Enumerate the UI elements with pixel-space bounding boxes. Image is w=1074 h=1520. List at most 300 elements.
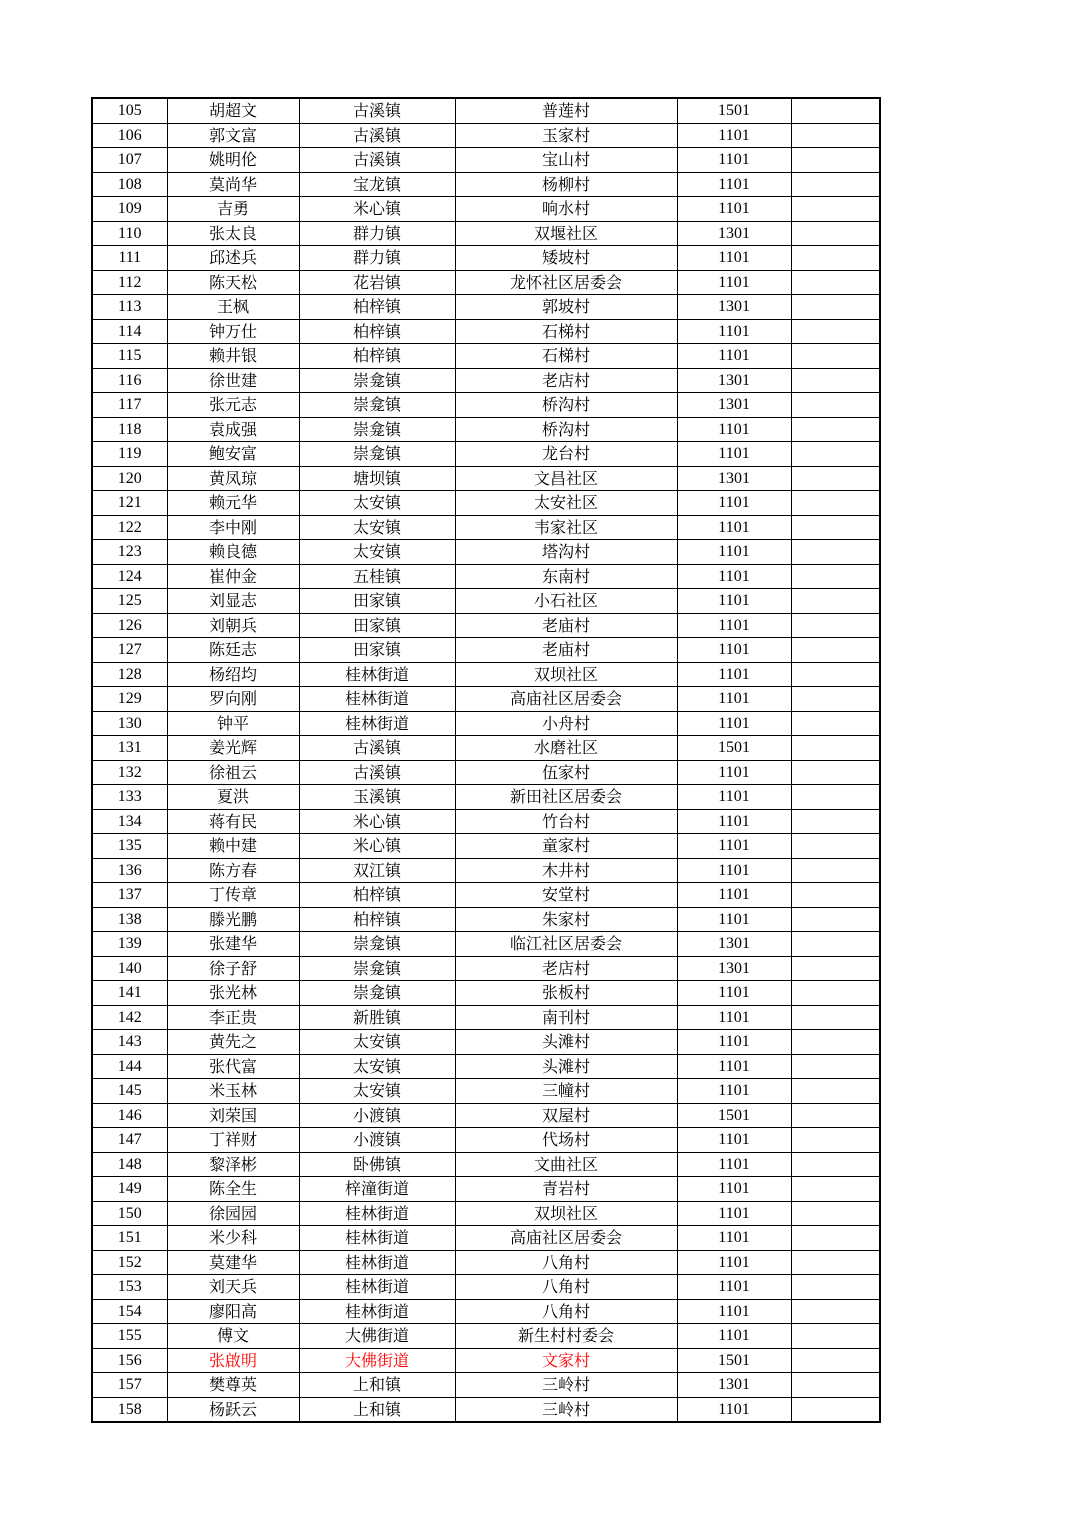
code-cell: 1301 [677, 221, 791, 246]
code-cell: 1501 [677, 1348, 791, 1373]
code-cell: 1101 [677, 1030, 791, 1055]
data-table [91, 97, 881, 1423]
village-cell: 东南村 [455, 564, 677, 589]
row-number-cell: 128 [92, 662, 167, 687]
code-cell: 1101 [677, 907, 791, 932]
empty-cell [791, 148, 880, 173]
empty-cell [791, 981, 880, 1006]
town-cell: 桂林街道 [299, 1250, 455, 1275]
code-cell: 1101 [677, 981, 791, 1006]
table-row [92, 834, 880, 859]
name-cell: 李中刚 [167, 515, 299, 540]
name-cell: 黄先之 [167, 1030, 299, 1055]
empty-cell [791, 417, 880, 442]
name-cell: 李正贵 [167, 1005, 299, 1030]
village-cell: 童家村 [455, 834, 677, 859]
empty-cell [791, 270, 880, 295]
town-cell: 古溪镇 [299, 736, 455, 761]
town-cell: 塘坝镇 [299, 466, 455, 491]
code-cell: 1301 [677, 932, 791, 957]
village-cell: 头滩村 [455, 1054, 677, 1079]
code-cell: 1101 [677, 662, 791, 687]
empty-cell [791, 98, 880, 123]
village-cell: 伍家村 [455, 760, 677, 785]
table-row [92, 1177, 880, 1202]
code-cell: 1101 [677, 515, 791, 540]
town-cell: 小渡镇 [299, 1103, 455, 1128]
code-cell: 1101 [677, 1128, 791, 1153]
empty-cell [791, 1275, 880, 1300]
row-number-cell: 122 [92, 515, 167, 540]
village-cell: 新生村村委会 [455, 1324, 677, 1349]
town-cell: 古溪镇 [299, 123, 455, 148]
row-number-cell: 134 [92, 809, 167, 834]
village-cell: 文家村 [455, 1348, 677, 1373]
table-row [92, 540, 880, 565]
empty-cell [791, 1324, 880, 1349]
table-row [92, 172, 880, 197]
town-cell: 太安镇 [299, 515, 455, 540]
row-number-cell: 133 [92, 785, 167, 810]
village-cell: 文昌社区 [455, 466, 677, 491]
table-row [92, 148, 880, 173]
empty-cell [791, 1005, 880, 1030]
empty-cell [791, 172, 880, 197]
village-cell: 石梯村 [455, 319, 677, 344]
code-cell: 1101 [677, 1054, 791, 1079]
table-row [92, 270, 880, 295]
code-cell: 1101 [677, 270, 791, 295]
town-cell: 崇龛镇 [299, 956, 455, 981]
town-cell: 新胜镇 [299, 1005, 455, 1030]
code-cell: 1101 [677, 123, 791, 148]
town-cell: 桂林街道 [299, 711, 455, 736]
village-cell: 宝山村 [455, 148, 677, 173]
name-cell: 徐世建 [167, 368, 299, 393]
town-cell: 米心镇 [299, 197, 455, 222]
town-cell: 柏梓镇 [299, 344, 455, 369]
village-cell: 老店村 [455, 956, 677, 981]
town-cell: 崇龛镇 [299, 393, 455, 418]
code-cell: 1101 [677, 711, 791, 736]
empty-cell [791, 319, 880, 344]
code-cell: 1101 [677, 540, 791, 565]
row-number-cell: 154 [92, 1299, 167, 1324]
name-cell: 张啟明 [167, 1348, 299, 1373]
table-row [92, 1152, 880, 1177]
code-cell: 1101 [677, 1324, 791, 1349]
table-row [92, 123, 880, 148]
village-cell: 木井村 [455, 858, 677, 883]
table-row [92, 1226, 880, 1251]
town-cell: 桂林街道 [299, 662, 455, 687]
empty-cell [791, 834, 880, 859]
town-cell: 米心镇 [299, 834, 455, 859]
table-row [92, 491, 880, 516]
empty-cell [791, 809, 880, 834]
empty-cell [791, 1079, 880, 1104]
name-cell: 张建华 [167, 932, 299, 957]
code-cell: 1101 [677, 319, 791, 344]
table-row [92, 785, 880, 810]
empty-cell [791, 221, 880, 246]
empty-cell [791, 442, 880, 467]
table-row [92, 1250, 880, 1275]
code-cell: 1101 [677, 1201, 791, 1226]
row-number-cell: 118 [92, 417, 167, 442]
name-cell: 刘显志 [167, 589, 299, 614]
table-row [92, 638, 880, 663]
village-cell: 玉家村 [455, 123, 677, 148]
row-number-cell: 147 [92, 1128, 167, 1153]
name-cell: 徐祖云 [167, 760, 299, 785]
row-number-cell: 111 [92, 246, 167, 271]
name-cell: 滕光鹏 [167, 907, 299, 932]
town-cell: 玉溪镇 [299, 785, 455, 810]
town-cell: 太安镇 [299, 491, 455, 516]
row-number-cell: 124 [92, 564, 167, 589]
code-cell: 1101 [677, 564, 791, 589]
village-cell: 安堂村 [455, 883, 677, 908]
village-cell: 老庙村 [455, 613, 677, 638]
town-cell: 桂林街道 [299, 687, 455, 712]
town-cell: 米心镇 [299, 809, 455, 834]
table-body [92, 98, 880, 1422]
empty-cell [791, 344, 880, 369]
row-number-cell: 152 [92, 1250, 167, 1275]
code-cell: 1101 [677, 246, 791, 271]
empty-cell [791, 1397, 880, 1422]
code-cell: 1101 [677, 687, 791, 712]
table-row [92, 809, 880, 834]
name-cell: 张太良 [167, 221, 299, 246]
village-cell: 南刊村 [455, 1005, 677, 1030]
code-cell: 1501 [677, 98, 791, 123]
name-cell: 邱述兵 [167, 246, 299, 271]
town-cell: 崇龛镇 [299, 932, 455, 957]
row-number-cell: 114 [92, 319, 167, 344]
code-cell: 1101 [677, 344, 791, 369]
name-cell: 莫尚华 [167, 172, 299, 197]
name-cell: 蒋有民 [167, 809, 299, 834]
table-row [92, 295, 880, 320]
row-number-cell: 110 [92, 221, 167, 246]
village-cell: 八角村 [455, 1250, 677, 1275]
name-cell: 黄凤琼 [167, 466, 299, 491]
village-cell: 三岭村 [455, 1397, 677, 1422]
village-cell: 杨柳村 [455, 172, 677, 197]
village-cell: 三幢村 [455, 1079, 677, 1104]
village-cell: 新田社区居委会 [455, 785, 677, 810]
name-cell: 丁祥财 [167, 1128, 299, 1153]
code-cell: 1101 [677, 1275, 791, 1300]
table-row [92, 1201, 880, 1226]
name-cell: 陈方春 [167, 858, 299, 883]
row-number-cell: 136 [92, 858, 167, 883]
row-number-cell: 105 [92, 98, 167, 123]
town-cell: 太安镇 [299, 1030, 455, 1055]
table-row [92, 687, 880, 712]
name-cell: 樊尊英 [167, 1373, 299, 1398]
empty-cell [791, 197, 880, 222]
village-cell: 双坝社区 [455, 662, 677, 687]
empty-cell [791, 711, 880, 736]
row-number-cell: 144 [92, 1054, 167, 1079]
name-cell: 姜光辉 [167, 736, 299, 761]
table-row [92, 1397, 880, 1422]
name-cell: 廖阳高 [167, 1299, 299, 1324]
row-number-cell: 117 [92, 393, 167, 418]
table-row [92, 197, 880, 222]
town-cell: 崇龛镇 [299, 442, 455, 467]
row-number-cell: 153 [92, 1275, 167, 1300]
village-cell: 文曲社区 [455, 1152, 677, 1177]
town-cell: 小渡镇 [299, 1128, 455, 1153]
town-cell: 桂林街道 [299, 1299, 455, 1324]
name-cell: 袁成强 [167, 417, 299, 442]
town-cell: 崇龛镇 [299, 981, 455, 1006]
name-cell: 张元志 [167, 393, 299, 418]
empty-cell [791, 907, 880, 932]
name-cell: 罗向刚 [167, 687, 299, 712]
row-number-cell: 130 [92, 711, 167, 736]
row-number-cell: 113 [92, 295, 167, 320]
empty-cell [791, 589, 880, 614]
row-number-cell: 107 [92, 148, 167, 173]
name-cell: 刘天兵 [167, 1275, 299, 1300]
table-row [92, 246, 880, 271]
town-cell: 柏梓镇 [299, 295, 455, 320]
name-cell: 赖中建 [167, 834, 299, 859]
row-number-cell: 145 [92, 1079, 167, 1104]
town-cell: 卧佛镇 [299, 1152, 455, 1177]
village-cell: 代场村 [455, 1128, 677, 1153]
town-cell: 群力镇 [299, 246, 455, 271]
empty-cell [791, 466, 880, 491]
code-cell: 1101 [677, 1226, 791, 1251]
village-cell: 青岩村 [455, 1177, 677, 1202]
town-cell: 太安镇 [299, 540, 455, 565]
row-number-cell: 137 [92, 883, 167, 908]
table-row [92, 368, 880, 393]
name-cell: 吉勇 [167, 197, 299, 222]
village-cell: 小石社区 [455, 589, 677, 614]
village-cell: 高庙社区居委会 [455, 687, 677, 712]
row-number-cell: 129 [92, 687, 167, 712]
town-cell: 大佛街道 [299, 1324, 455, 1349]
code-cell: 1101 [677, 1250, 791, 1275]
town-cell: 桂林街道 [299, 1201, 455, 1226]
empty-cell [791, 393, 880, 418]
table-row [92, 417, 880, 442]
row-number-cell: 123 [92, 540, 167, 565]
village-cell: 高庙社区居委会 [455, 1226, 677, 1251]
code-cell: 1101 [677, 148, 791, 173]
code-cell: 1301 [677, 295, 791, 320]
town-cell: 梓潼街道 [299, 1177, 455, 1202]
town-cell: 桂林街道 [299, 1226, 455, 1251]
table-row [92, 589, 880, 614]
empty-cell [791, 883, 880, 908]
name-cell: 钟平 [167, 711, 299, 736]
code-cell: 1301 [677, 466, 791, 491]
name-cell: 郭文富 [167, 123, 299, 148]
code-cell: 1101 [677, 1177, 791, 1202]
table-row [92, 1275, 880, 1300]
code-cell: 1301 [677, 1373, 791, 1398]
row-number-cell: 115 [92, 344, 167, 369]
row-number-cell: 148 [92, 1152, 167, 1177]
town-cell: 宝龙镇 [299, 172, 455, 197]
name-cell: 赖井银 [167, 344, 299, 369]
code-cell: 1101 [677, 858, 791, 883]
row-number-cell: 141 [92, 981, 167, 1006]
code-cell: 1101 [677, 613, 791, 638]
village-cell: 张板村 [455, 981, 677, 1006]
name-cell: 钟万仕 [167, 319, 299, 344]
empty-cell [791, 123, 880, 148]
empty-cell [791, 1250, 880, 1275]
village-cell: 普莲村 [455, 98, 677, 123]
empty-cell [791, 368, 880, 393]
row-number-cell: 146 [92, 1103, 167, 1128]
table-row [92, 1005, 880, 1030]
village-cell: 八角村 [455, 1299, 677, 1324]
town-cell: 上和镇 [299, 1397, 455, 1422]
village-cell: 桥沟村 [455, 417, 677, 442]
row-number-cell: 125 [92, 589, 167, 614]
empty-cell [791, 1128, 880, 1153]
empty-cell [791, 1373, 880, 1398]
town-cell: 崇龛镇 [299, 368, 455, 393]
village-cell: 矮坡村 [455, 246, 677, 271]
row-number-cell: 121 [92, 491, 167, 516]
empty-cell [791, 956, 880, 981]
town-cell: 崇龛镇 [299, 417, 455, 442]
code-cell: 1301 [677, 368, 791, 393]
village-cell: 八角村 [455, 1275, 677, 1300]
table-row [92, 515, 880, 540]
code-cell: 1101 [677, 491, 791, 516]
empty-cell [791, 515, 880, 540]
name-cell: 刘荣国 [167, 1103, 299, 1128]
town-cell: 田家镇 [299, 613, 455, 638]
town-cell: 五桂镇 [299, 564, 455, 589]
table-row [92, 98, 880, 123]
empty-cell [791, 1030, 880, 1055]
village-cell: 老庙村 [455, 638, 677, 663]
village-cell: 三岭村 [455, 1373, 677, 1398]
name-cell: 刘朝兵 [167, 613, 299, 638]
town-cell: 田家镇 [299, 589, 455, 614]
village-cell: 塔沟村 [455, 540, 677, 565]
code-cell: 1101 [677, 1299, 791, 1324]
village-cell: 响水村 [455, 197, 677, 222]
empty-cell [791, 1348, 880, 1373]
table-row [92, 760, 880, 785]
village-cell: 桥沟村 [455, 393, 677, 418]
row-number-cell: 140 [92, 956, 167, 981]
code-cell: 1101 [677, 1079, 791, 1104]
code-cell: 1101 [677, 172, 791, 197]
town-cell: 桂林街道 [299, 1275, 455, 1300]
town-cell: 古溪镇 [299, 98, 455, 123]
empty-cell [791, 540, 880, 565]
empty-cell [791, 785, 880, 810]
row-number-cell: 119 [92, 442, 167, 467]
town-cell: 柏梓镇 [299, 883, 455, 908]
row-number-cell: 156 [92, 1348, 167, 1373]
name-cell: 王枫 [167, 295, 299, 320]
empty-cell [791, 638, 880, 663]
town-cell: 古溪镇 [299, 148, 455, 173]
village-cell: 朱家村 [455, 907, 677, 932]
town-cell: 柏梓镇 [299, 319, 455, 344]
name-cell: 陈天松 [167, 270, 299, 295]
table-row [92, 1128, 880, 1153]
empty-cell [791, 760, 880, 785]
table-row [92, 932, 880, 957]
table-row [92, 883, 880, 908]
table-row [92, 613, 880, 638]
name-cell: 杨绍均 [167, 662, 299, 687]
code-cell: 1101 [677, 883, 791, 908]
table-row [92, 564, 880, 589]
code-cell: 1101 [677, 197, 791, 222]
table-row [92, 858, 880, 883]
empty-cell [791, 1054, 880, 1079]
name-cell: 莫建华 [167, 1250, 299, 1275]
code-cell: 1301 [677, 956, 791, 981]
name-cell: 鲍安富 [167, 442, 299, 467]
town-cell: 花岩镇 [299, 270, 455, 295]
table-row [92, 1348, 880, 1373]
row-number-cell: 106 [92, 123, 167, 148]
table-row [92, 1373, 880, 1398]
table-row [92, 319, 880, 344]
row-number-cell: 120 [92, 466, 167, 491]
town-cell: 双江镇 [299, 858, 455, 883]
table-row [92, 1079, 880, 1104]
row-number-cell: 150 [92, 1201, 167, 1226]
row-number-cell: 149 [92, 1177, 167, 1202]
row-number-cell: 135 [92, 834, 167, 859]
name-cell: 崔仲金 [167, 564, 299, 589]
code-cell: 1101 [677, 589, 791, 614]
code-cell: 1101 [677, 638, 791, 663]
name-cell: 张代富 [167, 1054, 299, 1079]
village-cell: 韦家社区 [455, 515, 677, 540]
name-cell: 胡超文 [167, 98, 299, 123]
empty-cell [791, 1152, 880, 1177]
name-cell: 陈全生 [167, 1177, 299, 1202]
town-cell: 田家镇 [299, 638, 455, 663]
row-number-cell: 127 [92, 638, 167, 663]
row-number-cell: 112 [92, 270, 167, 295]
table-row [92, 981, 880, 1006]
empty-cell [791, 1103, 880, 1128]
code-cell: 1101 [677, 760, 791, 785]
code-cell: 1101 [677, 417, 791, 442]
table-row [92, 393, 880, 418]
code-cell: 1101 [677, 785, 791, 810]
name-cell: 陈廷志 [167, 638, 299, 663]
table-row [92, 221, 880, 246]
town-cell: 群力镇 [299, 221, 455, 246]
empty-cell [791, 564, 880, 589]
code-cell: 1101 [677, 809, 791, 834]
village-cell: 双屋村 [455, 1103, 677, 1128]
